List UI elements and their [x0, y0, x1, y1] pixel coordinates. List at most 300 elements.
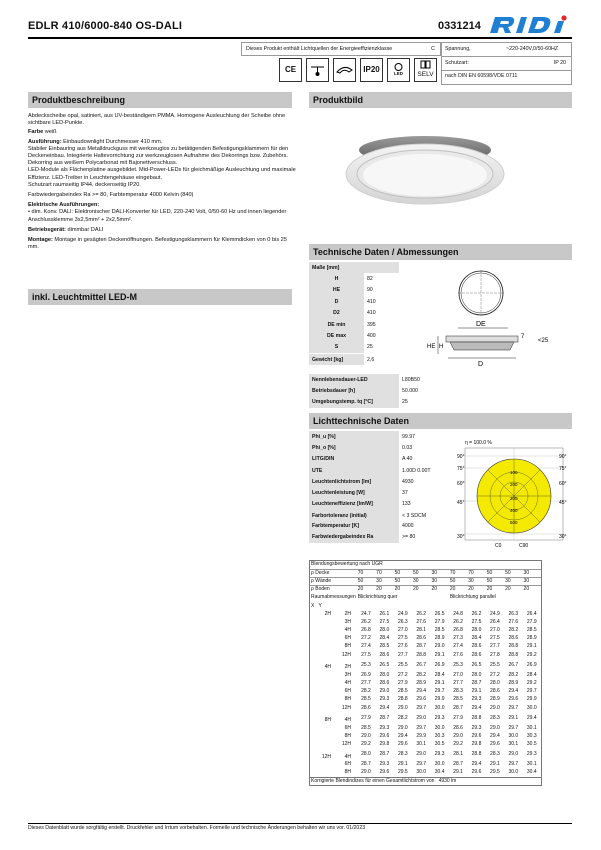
ugr-value-cell: 29.3 — [379, 724, 390, 731]
ausfuehrung-label: Ausführung: — [28, 138, 62, 145]
ugr-value-cell: 28.5 — [434, 627, 445, 634]
polar-angle-left-3: 45° — [457, 500, 465, 506]
ugr-value-cell: 29.6 — [397, 741, 408, 748]
ugr-value-cell: 30.0 — [434, 724, 445, 731]
weight-table — [309, 354, 399, 365]
photometric-table-2 — [309, 476, 454, 522]
section-lichttechnische-daten: Lichttechnische Daten — [309, 413, 572, 429]
ugr-value-cell: 29.0 — [416, 714, 427, 721]
lifetime-value: 25 — [402, 399, 408, 406]
ugr-value-cell: 28.0 — [379, 671, 390, 678]
ugr-value-cell: 26.3 — [508, 610, 519, 617]
ugr-value-cell: 29.5 — [397, 769, 408, 776]
ugr-value-cell: 26.2 — [453, 618, 463, 625]
masse-value: 90 — [367, 287, 373, 294]
ugr-value-cell: 29.2 — [526, 651, 537, 658]
ugr-value-cell: 27.0 — [453, 671, 463, 678]
ugr-value-cell: 28.6 — [490, 688, 500, 695]
led-icon — [387, 58, 410, 82]
ugr-value-cell: 30.0 — [434, 704, 445, 711]
licht2-row — [309, 476, 454, 487]
ugr-row — [310, 741, 541, 749]
ugr-room-cell — [310, 671, 357, 679]
ugr-value-cell: 27.9 — [453, 714, 463, 721]
ugr-reflectance-row — [310, 577, 541, 585]
licht3-value: 4000 — [402, 522, 414, 529]
description-block — [28, 113, 296, 251]
ugr-value-cell: 29.6 — [508, 696, 519, 703]
ugr-value-cell: 24.9 — [397, 610, 408, 617]
ugr-value-cell: 29.3 — [434, 714, 445, 721]
ugr-value-cell: 26.2 — [471, 610, 482, 617]
masse-label: H — [309, 273, 364, 284]
ugr-value-cell: 29.7 — [526, 688, 537, 695]
ugr-value-cell: 30.4 — [434, 769, 445, 776]
elektrische-label: Elektrische Ausführungen: — [28, 202, 100, 209]
masse-row — [309, 296, 399, 307]
ugr-footer-value: 4930 lm — [438, 777, 457, 784]
ugr-value-cell: 28.8 — [397, 696, 408, 703]
ugr-value-cell: 29.2 — [361, 741, 371, 748]
polar-ring-4: 500 — [510, 520, 518, 525]
ugr-value-cell: 28.2 — [361, 688, 371, 695]
ugr-row — [310, 679, 541, 687]
ugr-value-cell: 24.8 — [453, 610, 463, 617]
masse-header: Maße [mm] — [309, 262, 399, 273]
lifetime-label: Nennlebensdauer-LED — [309, 374, 399, 385]
licht2-label: Leuchteneffizienz [lm/W] — [309, 499, 399, 510]
ugr-head-cell: 30 — [504, 577, 522, 585]
ugr-head-cell: 50 — [357, 577, 375, 585]
ugr-room-cell — [310, 688, 357, 696]
ugr-value-cell: 29.0 — [490, 704, 500, 711]
betriebsgeraet-value: dimmbar DALI — [65, 226, 104, 233]
ugr-value-cell: 27.7 — [453, 680, 463, 687]
ugr-value-cell: 29.0 — [379, 688, 390, 695]
ugr-room-cell — [310, 679, 357, 687]
ugr-value-cell: 28.9 — [526, 635, 537, 642]
ugr-value-cell: 29.7 — [416, 724, 427, 731]
ugr-value-cell: 28.3 — [453, 688, 463, 695]
ugr-value-cell: 28.2 — [508, 671, 519, 678]
licht2-label: Farbortoleranz (initial) — [309, 510, 399, 521]
ugr-value-cell: 29.2 — [526, 680, 537, 687]
licht-value: 1.00D 0.00T — [402, 467, 431, 474]
ugr-value-cell: 28.0 — [471, 627, 482, 634]
dimension-drawing — [418, 268, 568, 373]
ugr-room-cell — [310, 627, 357, 635]
ugr-value-cell: 30.0 — [434, 761, 445, 768]
ugr-value-cell: 27.2 — [361, 635, 371, 642]
product-image — [345, 128, 505, 206]
ugr-value-cell: 28.6 — [416, 635, 427, 642]
masse-row — [309, 330, 399, 341]
desc-p2: Stabiler Einbauring aus Metalldruckguss mit werkzeuglos zu betätigenden Befestigungsklammern für den Deckeneinbau. Integrierte Haltevorrichtung zur werkzeuglosen Aufnahme des Dekorrings bzw. Zubehörs. Dekorring aus weißem Polycarbonat mit Bajonettverschluss. — [28, 145, 289, 167]
dim-d-label: D — [478, 361, 484, 368]
ugr-value-cell: 26.7 — [416, 661, 427, 668]
polar-angle-right-1: 75° — [559, 466, 567, 472]
masse-label: HE — [309, 285, 364, 296]
ugr-head-cell: 50 — [504, 569, 522, 577]
ugr-value-cell: 29.8 — [471, 741, 482, 748]
ugr-row — [310, 618, 541, 626]
masse-row — [309, 342, 399, 353]
ugr-table — [310, 561, 541, 785]
licht-label: UTE — [309, 465, 399, 476]
ugr-value-cell: 29.6 — [416, 696, 427, 703]
lifetime-value: 50.000 — [402, 388, 418, 395]
ugr-y-value: 8H — [344, 769, 351, 776]
masse-value: 82 — [367, 276, 373, 283]
licht-label: Phi_u [%] — [309, 431, 399, 442]
ugr-value-cell: 30.1 — [526, 761, 537, 768]
ugr-value-cell: 29.4 — [397, 732, 408, 739]
ugr-value-cell: 28.6 — [508, 635, 519, 642]
polar-angle-right-4: 30° — [559, 534, 567, 540]
ugr-row — [310, 643, 541, 651]
ugr-value-cell: 30.0 — [526, 704, 537, 711]
ce-icon: CE — [279, 58, 302, 82]
ugr-value-cell: 24.7 — [361, 610, 371, 617]
lifetime-row — [309, 374, 444, 385]
ugr-value-cell: 29.9 — [526, 696, 537, 703]
lifetime-row — [309, 385, 444, 396]
ugr-value-cell: 30.3 — [434, 732, 445, 739]
ugr-x-value: 2H — [324, 610, 331, 617]
masse-label: D — [309, 296, 364, 307]
ugr-value-cell: 27.7 — [361, 680, 371, 687]
ugr-room-cell — [310, 651, 357, 659]
masse-row — [309, 319, 399, 330]
ausfuehrung-value: Einbaudownlight Durchmesser 410 mm. — [61, 138, 163, 145]
ugr-value-cell: 27.6 — [453, 651, 463, 658]
licht3-row — [309, 520, 454, 531]
ugr-value-cell: 24.9 — [490, 610, 500, 617]
ugr-value-cell: 28.5 — [361, 696, 371, 703]
ugr-value-cell: 26.4 — [526, 610, 537, 617]
ugr-value-cell: 30.1 — [526, 724, 537, 731]
montage-value: Montage in gesägten Deckenöffnungen. Befestigungsklammern für Klemmdicken von 0 bis 25 mm. — [28, 237, 287, 251]
spannung-label: Spannung, — [445, 46, 471, 52]
masse-label: S — [309, 342, 364, 353]
ugr-value-cell: 28.8 — [471, 751, 482, 758]
ugr-value-cell: 27.5 — [397, 635, 408, 642]
licht-value: 99.97 — [402, 433, 415, 440]
ugr-value-cell: 29.3 — [526, 751, 537, 758]
ugr-room-cell — [310, 712, 357, 724]
ugr-value-cell: 28.7 — [471, 680, 482, 687]
ugr-row — [310, 761, 541, 769]
ugr-value-cell: 29.7 — [416, 761, 427, 768]
ugr-value-cell: 29.1 — [453, 769, 463, 776]
ugr-value-cell: 28.6 — [379, 651, 390, 658]
ugr-value-cell: 28.4 — [379, 635, 390, 642]
farbe-value: weiß — [43, 129, 57, 136]
ugr-row — [310, 627, 541, 635]
schutzart-value: IP 20 — [553, 60, 566, 66]
desc-p1: Abdeckscheibe opal, satiniert, aus UV-beständigem PMMA. Homogene Ausleuchtung der Scheibe ohne sichtbare LED-Punkte. — [28, 113, 286, 127]
ugr-value-cell: 28.5 — [397, 688, 408, 695]
photometric-table-3 — [309, 520, 454, 543]
ugr-parallel: Blickrichtung parallel — [449, 594, 496, 601]
ugr-y-value: 12H — [341, 704, 351, 711]
ugr-head-cell: ρ Decke — [310, 569, 357, 577]
ugr-head-cell: 20 — [467, 586, 485, 594]
masse-value: 410 — [367, 310, 376, 317]
masse-row — [309, 273, 399, 284]
licht2-row — [309, 487, 454, 498]
masse-label: D2 — [309, 308, 364, 319]
ugr-value-cell: 27.4 — [453, 643, 463, 650]
ugr-value-cell: 26.5 — [471, 661, 482, 668]
ugr-value-cell: 29.1 — [490, 761, 500, 768]
ugr-head-cell: 30 — [523, 577, 541, 585]
ugr-value-cell: 28.5 — [379, 643, 390, 650]
ugr-room-cell — [310, 696, 357, 704]
ugr-value-cell: 29.6 — [379, 732, 390, 739]
section-technische-daten: Technische Daten / Abmessungen — [309, 244, 572, 260]
polar-angle-left-1: 75° — [457, 466, 465, 472]
polar-angle-left-4: 30° — [457, 534, 465, 540]
ugr-value-cell: 30.0 — [416, 769, 427, 776]
ugr-value-cell: 29.4 — [508, 688, 519, 695]
polar-angle-right-3: 45° — [559, 500, 567, 506]
ugr-value-cell: 27.5 — [490, 635, 500, 642]
polar-ring-2: 300 — [510, 496, 518, 501]
ugr-head-cell: 50 — [486, 577, 504, 585]
ugr-room-cell — [310, 610, 357, 618]
ugr-value-cell: 27.7 — [397, 651, 408, 658]
ugr-value-cell: 26.7 — [508, 661, 519, 668]
ugr-head-cell: 70 — [357, 569, 375, 577]
section-leuchtmittel: inkl. Leuchtmittel LED-M — [28, 289, 292, 305]
ugr-value-cell: 26.5 — [434, 610, 445, 617]
ugr-value-cell: 29.3 — [471, 696, 482, 703]
ugr-value-cell: 28.6 — [361, 704, 371, 711]
ugr-head-cell: 30 — [467, 577, 485, 585]
ugr-value-cell: 29.3 — [379, 696, 390, 703]
ugr-value-cell: 29.6 — [471, 732, 482, 739]
ugr-reflectance-row — [310, 586, 541, 594]
ugr-value-cell: 26.8 — [453, 627, 463, 634]
section-produktbild: Produktbild — [309, 92, 572, 108]
licht3-value: >= 80 — [402, 534, 416, 541]
ugr-head-cell: 30 — [523, 569, 541, 577]
polar-ring-3: 400 — [510, 508, 518, 513]
ugr-reflectance-row — [310, 569, 541, 577]
ugr-value-cell: 28.0 — [379, 627, 390, 634]
ugr-head-cell: ρ Boden — [310, 586, 357, 594]
ugr-room-cell — [310, 618, 357, 626]
ugr-row — [310, 659, 541, 671]
ugr-value-cell: 29.1 — [526, 643, 537, 650]
ugr-y-value: 12H — [341, 651, 351, 658]
polar-angle-right-0: 90° — [559, 454, 567, 460]
ceiling-mount-icon — [306, 58, 329, 82]
licht-value: A 40 — [402, 456, 413, 463]
ugr-row — [310, 688, 541, 696]
ugr-title: Blendungsbewertung nach UGR — [311, 561, 383, 568]
ugr-value-cell: 28.9 — [434, 635, 445, 642]
ugr-value-cell: 29.7 — [508, 761, 519, 768]
ugr-row — [310, 696, 541, 704]
ugr-value-cell: 29.7 — [434, 688, 445, 695]
ugr-value-cell: 30.0 — [508, 732, 519, 739]
ugr-raum-label: Raumabmessungen — [311, 594, 356, 601]
ugr-head-cell: 50 — [412, 569, 430, 577]
licht-row — [309, 442, 454, 453]
licht2-value: 133 — [402, 501, 411, 508]
ugr-value-cell: 29.4 — [490, 732, 500, 739]
ugr-value-cell: 27.9 — [397, 680, 408, 687]
ugr-value-cell: 29.1 — [508, 714, 519, 721]
ugr-value-cell: 30.5 — [526, 741, 537, 748]
ugr-y-value: 6H — [344, 724, 351, 731]
ugr-y-value: 3H — [344, 618, 351, 625]
ugr-value-cell: 29.4 — [471, 761, 482, 768]
ugr-value-cell: 29.8 — [379, 741, 390, 748]
ugr-value-cell: 27.6 — [508, 618, 519, 625]
ugr-value-cell: 29.3 — [471, 724, 482, 731]
lifetime-table — [309, 374, 444, 408]
ugr-value-cell: 26.2 — [416, 610, 427, 617]
ugr-value-cell: 27.5 — [379, 618, 390, 625]
ugr-value-cell: 27.6 — [416, 618, 427, 625]
ugr-value-cell: 26.9 — [434, 661, 445, 668]
ugr-head-cell: 30 — [430, 577, 448, 585]
ugr-value-cell: 29.4 — [379, 704, 390, 711]
licht-label: Phi_o [%] — [309, 442, 399, 453]
masse-value: 25 — [367, 344, 373, 351]
ugr-head-cell: 50 — [486, 569, 504, 577]
farbe-label: Farbe — [28, 129, 44, 136]
polar-angle-left-2: 60° — [457, 481, 465, 487]
polar-ring-0: 100 — [510, 470, 518, 475]
ugr-y-value: 12H — [341, 741, 351, 748]
gewicht-value: 2,6 — [367, 356, 375, 363]
elektrische-value: • dim. Konv. DALI: Elektronischer DALI-Konverter für LED, 220-240 Volt, 0/50-60 Hz und innen liegender Anschlussklemme 3x2,5mm² + 2x2,5mm². — [28, 209, 287, 223]
gewicht-label: Gewicht [kg] — [309, 354, 364, 365]
ugr-y-value: 8H — [344, 732, 351, 739]
ugr-value-cell: 27.5 — [361, 651, 371, 658]
desc-p4: Schutzart raumseitig IP44, deckenseitig IP20. — [28, 181, 141, 188]
ugr-value-cell: 29.7 — [508, 724, 519, 731]
ugr-value-cell: 30.5 — [434, 741, 445, 748]
montage-label: Montage: — [28, 237, 53, 244]
ugr-value-cell: 29.0 — [416, 751, 427, 758]
licht-row — [309, 454, 454, 465]
ugr-value-cell: 29.4 — [416, 688, 427, 695]
ugr-value-cell: 29.9 — [434, 696, 445, 703]
document-title: EDLR 410/6000-840 OS-DALI — [28, 20, 183, 32]
ugr-room-cell — [310, 635, 357, 643]
ugr-quer: Blickrichtung quer — [357, 594, 398, 601]
polar-angle-right-2: 60° — [559, 481, 567, 487]
licht2-value: < 3 SDCM — [402, 512, 427, 519]
ugr-value-cell: 29.9 — [416, 732, 427, 739]
ugr-x-value: 8H — [324, 717, 331, 724]
ugr-value-cell: 29.0 — [397, 724, 408, 731]
ridi-logo — [488, 15, 572, 35]
ugr-value-cell: 29.0 — [508, 751, 519, 758]
section-produktbeschreibung: Produktbeschreibung — [28, 92, 292, 108]
ugr-x-value: 12H — [321, 753, 331, 760]
ugr-value-cell: 26.2 — [361, 618, 371, 625]
ugr-value-cell: 25.3 — [361, 661, 371, 668]
desc-p5: Farbwiedergabeindex Ra >= 80, Farbtemperatur 4000 Kelvin (840) — [28, 192, 194, 199]
dimensions-table — [309, 262, 399, 353]
ugr-x-value: 4H — [324, 664, 331, 671]
ugr-value-cell: 28.8 — [508, 643, 519, 650]
licht-label: LITG/DIN — [309, 454, 399, 465]
ugr-head-cell: ρ Wände — [310, 577, 357, 585]
licht3-row — [309, 531, 454, 542]
ugr-y-value: 4H — [344, 717, 351, 724]
licht3-label: Farbtemperatur [K] — [309, 520, 399, 531]
ugr-value-cell: 29.0 — [453, 732, 463, 739]
ugr-value-cell: 29.4 — [471, 704, 482, 711]
masse-label: DE max — [309, 330, 364, 341]
masse-value: 410 — [367, 298, 376, 305]
ugr-value-cell: 29.0 — [361, 769, 371, 776]
ugr-value-cell: 28.7 — [361, 761, 371, 768]
ugr-value-cell: 27.4 — [361, 643, 371, 650]
ugr-value-cell: 28.1 — [416, 627, 427, 634]
ugr-y-value: 2H — [344, 610, 351, 617]
ugr-value-cell: 28.4 — [434, 671, 445, 678]
ugr-y-value: 2H — [344, 664, 351, 671]
ugr-value-cell: 28.5 — [526, 627, 537, 634]
ugr-row — [310, 712, 541, 724]
ugr-y-value: 8H — [344, 643, 351, 650]
ugr-value-cell: 25.5 — [397, 661, 408, 668]
ugr-value-cell: 29.1 — [434, 680, 445, 687]
ugr-room-cell — [310, 732, 357, 740]
ugr-value-cell: 28.6 — [471, 651, 482, 658]
ugr-value-cell: 28.4 — [526, 671, 537, 678]
masse-label: DE min — [309, 319, 364, 330]
ugr-value-cell: 28.2 — [397, 714, 408, 721]
polar-eta: η = 100.0 % — [465, 440, 492, 446]
ugr-value-cell: 28.9 — [490, 696, 500, 703]
ugr-head-cell: 20 — [412, 586, 430, 594]
licht2-value: 37 — [402, 490, 408, 497]
ugr-value-cell: 27.0 — [490, 627, 500, 634]
article-number: 0331214 — [438, 20, 481, 32]
ugr-value-cell: 27.2 — [490, 671, 500, 678]
ugr-value-cell: 28.7 — [416, 643, 427, 650]
ugr-value-cell: 25.5 — [490, 661, 500, 668]
ugr-value-cell: 27.0 — [397, 627, 408, 634]
ugr-value-cell: 29.1 — [434, 651, 445, 658]
ugr-value-cell: 28.7 — [453, 704, 463, 711]
ugr-value-cell: 27.2 — [397, 671, 408, 678]
dim-s-label: <25 — [538, 338, 549, 344]
ugr-room-cell — [310, 741, 357, 749]
ugr-value-cell: 28.4 — [471, 635, 482, 642]
dim-seven-label: 7 — [521, 334, 525, 340]
polar-c90: C90 — [519, 543, 529, 549]
ugr-y-value: 4H — [344, 680, 351, 687]
ugr-y-value: 6H — [344, 761, 351, 768]
ugr-head-cell: 30 — [375, 577, 393, 585]
ugr-value-cell: 27.7 — [490, 643, 500, 650]
ugr-row — [310, 610, 541, 618]
lifetime-label: Betriebsdauer [h] — [309, 385, 399, 396]
ugr-value-cell: 29.5 — [490, 769, 500, 776]
licht3-label: Farbwiedergabeindex Ra — [309, 531, 399, 542]
ugr-value-cell: 28.5 — [453, 696, 463, 703]
